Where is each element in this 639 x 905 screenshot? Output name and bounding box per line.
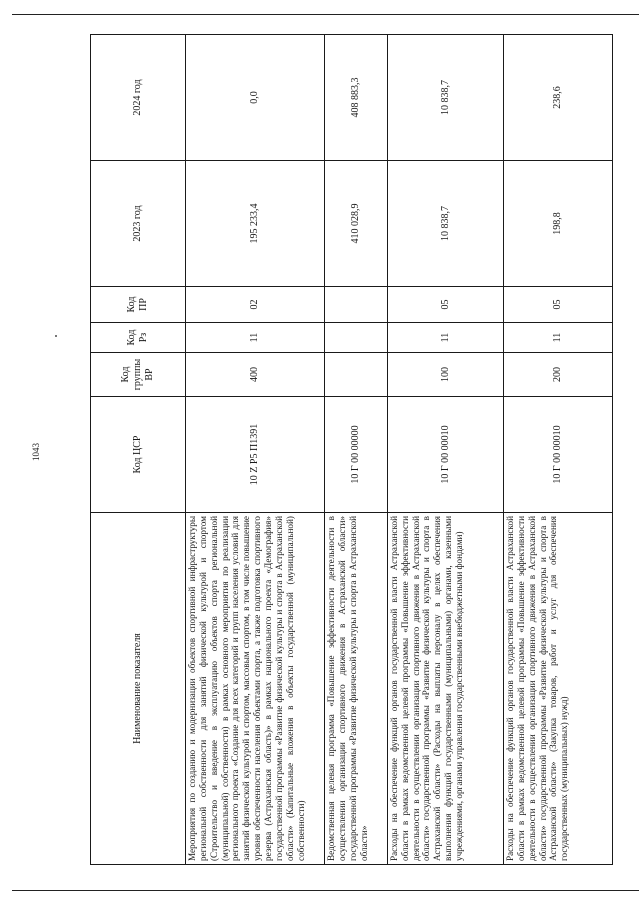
header-csr: Код ЦСР bbox=[91, 397, 186, 513]
header-pr: Код ПР bbox=[91, 287, 186, 323]
row-pr bbox=[325, 287, 388, 323]
row-pr: 05 bbox=[503, 287, 612, 323]
row-csr: 10 Г 00 00000 bbox=[325, 397, 388, 513]
header-2023: 2023 год bbox=[91, 161, 186, 287]
top-scan-line bbox=[12, 14, 639, 15]
row-name: Расходы на обеспечение функций органов государственной власти Астраханской области в рамках ведомственной целевой программы «Повышение эффективности деятельности в осуществлении организации спортивного движения в Астраханской области» государственной программы «Развитие физической культуры и спорта в Астраханской области» (Закупка товаров, работ и услуг для обеспечения государственных (муниципальных) нужд) bbox=[503, 513, 612, 865]
row-2023: 410 028,9 bbox=[325, 161, 388, 287]
row-2023: 195 233,4 bbox=[186, 161, 325, 287]
header-2024: 2024 год bbox=[91, 35, 186, 161]
row-name: Ведомственная целевая программа «Повышение эффективности деятельности в осуществлении организации спортивного движения в Астраханской области» государственной программы «Развитие физической культуры и спорта в Астраханской области» bbox=[325, 513, 388, 865]
row-rz: 11 bbox=[503, 323, 612, 353]
table-row bbox=[503, 35, 612, 865]
header-rz: Код Рз bbox=[91, 323, 186, 353]
row-vr: 100 bbox=[387, 353, 503, 397]
row-2024: 238,6 bbox=[503, 35, 612, 161]
row-name: Мероприятия по созданию и модернизации объектов спортивной инфраструктуры региональной собственности для занятий физической культурой и спортом (Строительство и введение в эксплуатацию объектов спорта региональной (муниципальной) собственности) в рамках основного мероприятия по реализации регионального проекта «Создание для всех категорий и групп населения условий для занятий физической культурой и спортом, массовым спортом, в том числе повышение уровня обеспеченности населения объектами спорта, а также подготовка спортивного резерва (Астраханская область)» в рамках национального проекта «Демография» государственной программы «Развитие физической культуры и спорта в Астраханской области» (Капитальные вложения в объекты государственной (муниципальной) собственности) bbox=[186, 513, 325, 865]
table-row bbox=[387, 35, 503, 865]
row-2023: 10 838,7 bbox=[387, 161, 503, 287]
row-name: Расходы на обеспечение функций органов государственной власти Астраханской области в рамках ведомственной целевой программы «Повышение эффективности деятельности в осуществлении организации спортивного движения в Астраханской области» государственной программы «Развитие физической культуры и спорта в Астраханской области» (Расходы на выплаты персоналу в целях обеспечения выполнения функций государственными (муниципальными) органами, казенными учреждениями, органами управления государственными внебюджетными фондами) bbox=[387, 513, 503, 865]
row-2023: 198,8 bbox=[503, 161, 612, 287]
row-csr: 10 Г 00 00010 bbox=[387, 397, 503, 513]
table-row bbox=[186, 35, 325, 865]
row-rz: 11 bbox=[186, 323, 325, 353]
row-rz bbox=[325, 323, 388, 353]
budget-table-area bbox=[90, 35, 613, 865]
table-header-row bbox=[91, 35, 186, 865]
row-pr: 05 bbox=[387, 287, 503, 323]
row-csr: 10 Z P5 П1391 bbox=[186, 397, 325, 513]
row-pr: 02 bbox=[186, 287, 325, 323]
row-2024: 408 883,3 bbox=[325, 35, 388, 161]
scan-speck bbox=[55, 335, 57, 337]
page-number: 1043 bbox=[31, 443, 41, 461]
row-2024: 0,0 bbox=[186, 35, 325, 161]
row-csr: 10 Г 00 00010 bbox=[503, 397, 612, 513]
rotated-table-container bbox=[90, 35, 613, 865]
row-rz: 11 bbox=[387, 323, 503, 353]
table-row bbox=[325, 35, 388, 865]
row-vr: 200 bbox=[503, 353, 612, 397]
budget-table bbox=[90, 34, 613, 865]
bottom-scan-line bbox=[12, 890, 639, 891]
row-vr: 400 bbox=[186, 353, 325, 397]
header-vr: Код группы ВР bbox=[91, 353, 186, 397]
row-2024: 10 838,7 bbox=[387, 35, 503, 161]
row-vr bbox=[325, 353, 388, 397]
header-name: Наименование показателя bbox=[91, 513, 186, 865]
